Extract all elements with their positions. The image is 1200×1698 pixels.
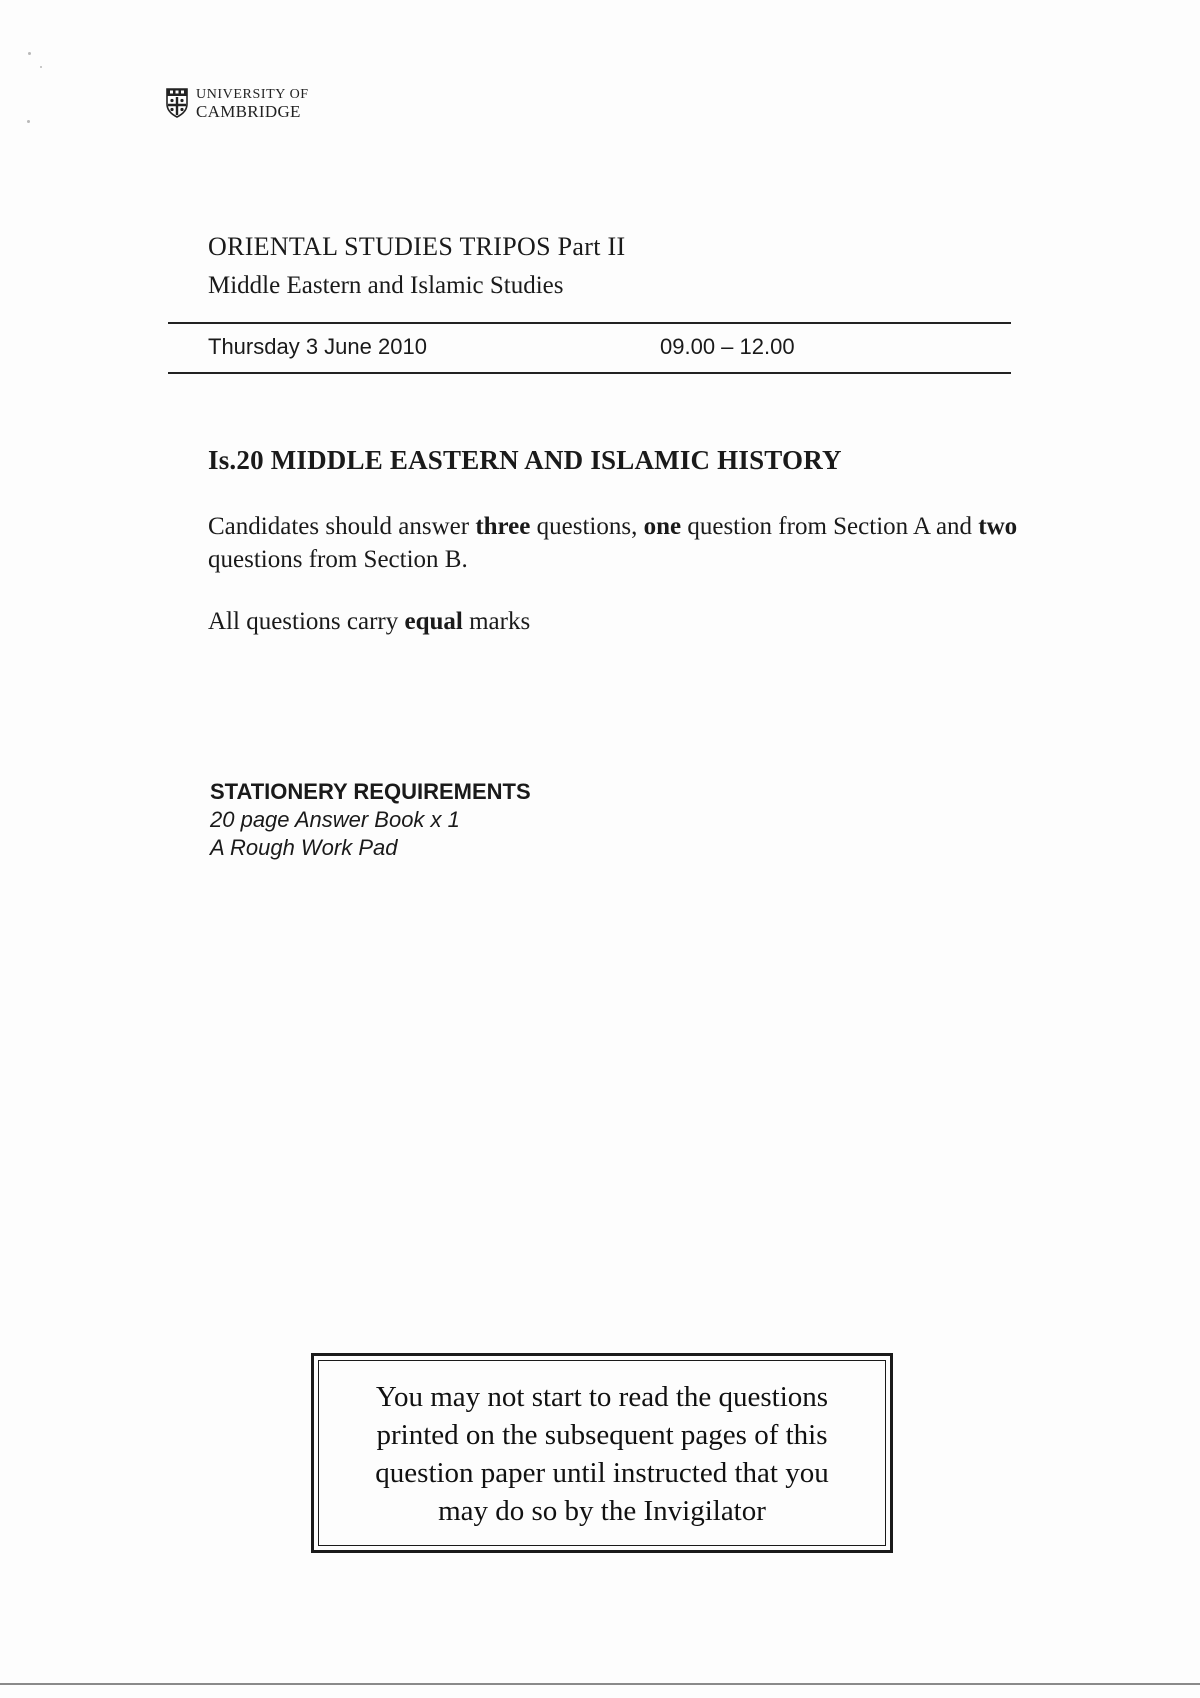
stationery-item: A Rough Work Pad: [210, 835, 398, 860]
stationery-requirements: [210, 778, 531, 862]
university-logo: [166, 86, 309, 120]
marks-emphasis: equal: [404, 608, 463, 635]
logo-wordmark: [196, 86, 309, 120]
header-rule-top: [168, 322, 1011, 324]
answer-instructions: [208, 510, 1068, 576]
instruction-text: questions,: [530, 513, 644, 540]
scan-speck: [28, 52, 31, 55]
header-rule-bottom: [168, 372, 1011, 374]
marks-note: [208, 608, 530, 636]
instruction-text: questions from Section B.: [208, 546, 468, 573]
page-bottom-edge: [0, 1683, 1200, 1685]
notice-line: printed on the subsequent pages of this: [376, 1419, 828, 1451]
scan-speck: [27, 120, 30, 123]
notice-line: may do so by the Invigilator: [438, 1495, 766, 1527]
subject-title: Middle Eastern and Islamic Studies: [208, 272, 564, 299]
marks-text: marks: [462, 608, 531, 635]
instruction-emphasis: three: [475, 513, 531, 540]
notice-line: question paper until instructed that you: [375, 1457, 829, 1489]
notice-text: [314, 1378, 890, 1530]
instruction-text: Candidates should answer: [208, 513, 476, 540]
tripos-title: ORIENTAL STUDIES TRIPOS Part II: [208, 232, 626, 261]
exam-date: Thursday 3 June 2010: [208, 334, 427, 359]
exam-time: 09.00 – 12.00: [660, 334, 795, 359]
logo-line-cambridge: CAMBRIDGE: [196, 102, 301, 121]
scan-speck: [40, 66, 42, 68]
invigilator-notice-box: [311, 1353, 893, 1553]
stationery-heading: STATIONERY REQUIREMENTS: [210, 779, 531, 804]
instruction-emphasis: one: [643, 513, 682, 540]
stationery-item: 20 page Answer Book x 1: [210, 807, 460, 832]
notice-line: You may not start to read the questions: [375, 1381, 829, 1413]
paper-title: Is.20 MIDDLE EASTERN AND ISLAMIC HISTORY: [208, 445, 842, 475]
marks-text: All questions carry: [208, 608, 405, 635]
instruction-emphasis: two: [978, 513, 1018, 540]
logo-line-university-of: UNIVERSITY OF: [196, 87, 309, 102]
crest-icon: [166, 88, 188, 118]
instruction-text: question from Section A and: [681, 513, 979, 540]
